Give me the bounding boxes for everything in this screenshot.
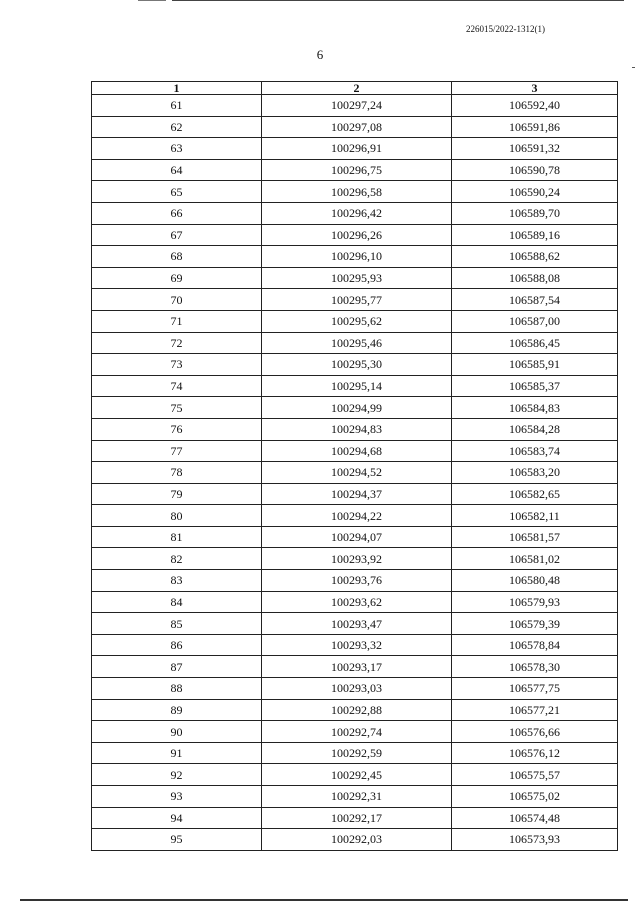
x-coordinate-cell: 100296,10 — [262, 246, 452, 268]
point-number-cell: 89 — [92, 699, 262, 721]
y-coordinate-cell: 106581,02 — [452, 548, 618, 570]
y-coordinate-cell: 106592,40 — [452, 95, 618, 117]
point-number-cell: 90 — [92, 721, 262, 743]
y-coordinate-cell: 106576,12 — [452, 742, 618, 764]
x-coordinate-cell: 100293,47 — [262, 613, 452, 635]
y-coordinate-cell: 106580,48 — [452, 570, 618, 592]
point-number-cell: 82 — [92, 548, 262, 570]
table-row — [92, 354, 618, 376]
point-number-cell: 74 — [92, 375, 262, 397]
point-number-cell: 63 — [92, 138, 262, 160]
point-number-cell: 75 — [92, 397, 262, 419]
bottom-rule — [20, 899, 628, 901]
y-coordinate-cell: 106588,62 — [452, 246, 618, 268]
table-row — [92, 202, 618, 224]
y-coordinate-cell: 106590,24 — [452, 181, 618, 203]
table-row — [92, 786, 618, 808]
y-coordinate-cell: 106573,93 — [452, 829, 618, 851]
table-row — [92, 138, 618, 160]
table-row — [92, 807, 618, 829]
y-coordinate-cell: 106575,02 — [452, 786, 618, 808]
point-number-cell: 61 — [92, 95, 262, 117]
x-coordinate-cell: 100295,30 — [262, 354, 452, 376]
point-number-cell: 65 — [92, 181, 262, 203]
x-coordinate-cell: 100292,45 — [262, 764, 452, 786]
point-number-cell: 70 — [92, 289, 262, 311]
x-coordinate-cell: 100296,91 — [262, 138, 452, 160]
point-number-cell: 91 — [92, 742, 262, 764]
point-number-cell: 83 — [92, 570, 262, 592]
coordinates-table — [91, 81, 618, 851]
table-row — [92, 721, 618, 743]
table-row — [92, 764, 618, 786]
y-coordinate-cell: 106579,39 — [452, 613, 618, 635]
point-number-cell: 66 — [92, 202, 262, 224]
y-coordinate-cell: 106582,65 — [452, 483, 618, 505]
x-coordinate-cell: 100293,32 — [262, 634, 452, 656]
x-coordinate-cell: 100294,07 — [262, 526, 452, 548]
point-number-cell: 73 — [92, 354, 262, 376]
y-coordinate-cell: 106589,16 — [452, 224, 618, 246]
x-coordinate-cell: 100295,77 — [262, 289, 452, 311]
table-row — [92, 310, 618, 332]
document-number: 226015/2022-1312(1) — [466, 24, 545, 34]
table-row — [92, 440, 618, 462]
side-edge-mark — [632, 67, 635, 68]
x-coordinate-cell: 100292,88 — [262, 699, 452, 721]
y-coordinate-cell: 106586,45 — [452, 332, 618, 354]
table-row — [92, 397, 618, 419]
point-number-cell: 94 — [92, 807, 262, 829]
point-number-cell: 84 — [92, 591, 262, 613]
page-number: 6 — [316, 47, 324, 62]
table-row — [92, 656, 618, 678]
y-coordinate-cell: 106574,48 — [452, 807, 618, 829]
point-number-cell: 85 — [92, 613, 262, 635]
y-coordinate-cell: 106579,93 — [452, 591, 618, 613]
y-coordinate-cell: 106587,54 — [452, 289, 618, 311]
point-number-cell: 62 — [92, 116, 262, 138]
point-number-cell: 72 — [92, 332, 262, 354]
table-row — [92, 829, 618, 851]
x-coordinate-cell: 100292,31 — [262, 786, 452, 808]
y-coordinate-cell: 106578,84 — [452, 634, 618, 656]
x-coordinate-cell: 100295,46 — [262, 332, 452, 354]
point-number-cell: 88 — [92, 678, 262, 700]
y-coordinate-cell: 106577,75 — [452, 678, 618, 700]
x-coordinate-cell: 100297,08 — [262, 116, 452, 138]
y-coordinate-cell: 106585,91 — [452, 354, 618, 376]
x-coordinate-cell: 100292,17 — [262, 807, 452, 829]
table-row — [92, 505, 618, 527]
table-row — [92, 462, 618, 484]
table-row — [92, 634, 618, 656]
table-row — [92, 483, 618, 505]
point-number-cell: 87 — [92, 656, 262, 678]
table-row — [92, 742, 618, 764]
table-row — [92, 418, 618, 440]
x-coordinate-cell: 100295,14 — [262, 375, 452, 397]
column-header-2: 2 — [262, 82, 452, 95]
x-coordinate-cell: 100294,83 — [262, 418, 452, 440]
y-coordinate-cell: 106585,37 — [452, 375, 618, 397]
x-coordinate-cell: 100293,92 — [262, 548, 452, 570]
point-number-cell: 92 — [92, 764, 262, 786]
table-row — [92, 613, 618, 635]
y-coordinate-cell: 106581,57 — [452, 526, 618, 548]
point-number-cell: 76 — [92, 418, 262, 440]
y-coordinate-cell: 106582,11 — [452, 505, 618, 527]
y-coordinate-cell: 106575,57 — [452, 764, 618, 786]
point-number-cell: 86 — [92, 634, 262, 656]
point-number-cell: 64 — [92, 159, 262, 181]
table-row — [92, 570, 618, 592]
y-coordinate-cell: 106578,30 — [452, 656, 618, 678]
x-coordinate-cell: 100296,42 — [262, 202, 452, 224]
table-row — [92, 267, 618, 289]
column-header-1: 1 — [92, 82, 262, 95]
table-row — [92, 332, 618, 354]
x-coordinate-cell: 100294,68 — [262, 440, 452, 462]
table-row — [92, 116, 618, 138]
table-row — [92, 548, 618, 570]
table-row — [92, 526, 618, 548]
column-header-3: 3 — [452, 82, 618, 95]
point-number-cell: 95 — [92, 829, 262, 851]
table-row — [92, 95, 618, 117]
x-coordinate-cell: 100297,24 — [262, 95, 452, 117]
y-coordinate-cell: 106577,21 — [452, 699, 618, 721]
x-coordinate-cell: 100292,03 — [262, 829, 452, 851]
top-rule — [172, 0, 624, 1]
x-coordinate-cell: 100294,52 — [262, 462, 452, 484]
point-number-cell: 79 — [92, 483, 262, 505]
table-row — [92, 246, 618, 268]
table-body — [92, 95, 618, 851]
x-coordinate-cell: 100293,17 — [262, 656, 452, 678]
point-number-cell: 78 — [92, 462, 262, 484]
point-number-cell: 67 — [92, 224, 262, 246]
x-coordinate-cell: 100294,22 — [262, 505, 452, 527]
x-coordinate-cell: 100295,62 — [262, 310, 452, 332]
point-number-cell: 71 — [92, 310, 262, 332]
y-coordinate-cell: 106587,00 — [452, 310, 618, 332]
table-row — [92, 159, 618, 181]
x-coordinate-cell: 100293,76 — [262, 570, 452, 592]
x-coordinate-cell: 100293,62 — [262, 591, 452, 613]
y-coordinate-cell: 106584,83 — [452, 397, 618, 419]
x-coordinate-cell: 100292,74 — [262, 721, 452, 743]
point-number-cell: 80 — [92, 505, 262, 527]
table-row — [92, 289, 618, 311]
x-coordinate-cell: 100294,99 — [262, 397, 452, 419]
x-coordinate-cell: 100296,75 — [262, 159, 452, 181]
y-coordinate-cell: 106588,08 — [452, 267, 618, 289]
top-edge-mark — [138, 0, 166, 1]
x-coordinate-cell: 100292,59 — [262, 742, 452, 764]
y-coordinate-cell: 106591,32 — [452, 138, 618, 160]
x-coordinate-cell: 100296,26 — [262, 224, 452, 246]
table-row — [92, 678, 618, 700]
y-coordinate-cell: 106584,28 — [452, 418, 618, 440]
y-coordinate-cell: 106576,66 — [452, 721, 618, 743]
table-row — [92, 375, 618, 397]
y-coordinate-cell: 106590,78 — [452, 159, 618, 181]
x-coordinate-cell: 100294,37 — [262, 483, 452, 505]
y-coordinate-cell: 106591,86 — [452, 116, 618, 138]
table-row — [92, 224, 618, 246]
point-number-cell: 93 — [92, 786, 262, 808]
y-coordinate-cell: 106583,74 — [452, 440, 618, 462]
point-number-cell: 81 — [92, 526, 262, 548]
table-header-row — [92, 82, 618, 95]
x-coordinate-cell: 100295,93 — [262, 267, 452, 289]
table-row — [92, 181, 618, 203]
table-row — [92, 699, 618, 721]
point-number-cell: 77 — [92, 440, 262, 462]
point-number-cell: 69 — [92, 267, 262, 289]
table-row — [92, 591, 618, 613]
point-number-cell: 68 — [92, 246, 262, 268]
y-coordinate-cell: 106583,20 — [452, 462, 618, 484]
x-coordinate-cell: 100293,03 — [262, 678, 452, 700]
x-coordinate-cell: 100296,58 — [262, 181, 452, 203]
y-coordinate-cell: 106589,70 — [452, 202, 618, 224]
